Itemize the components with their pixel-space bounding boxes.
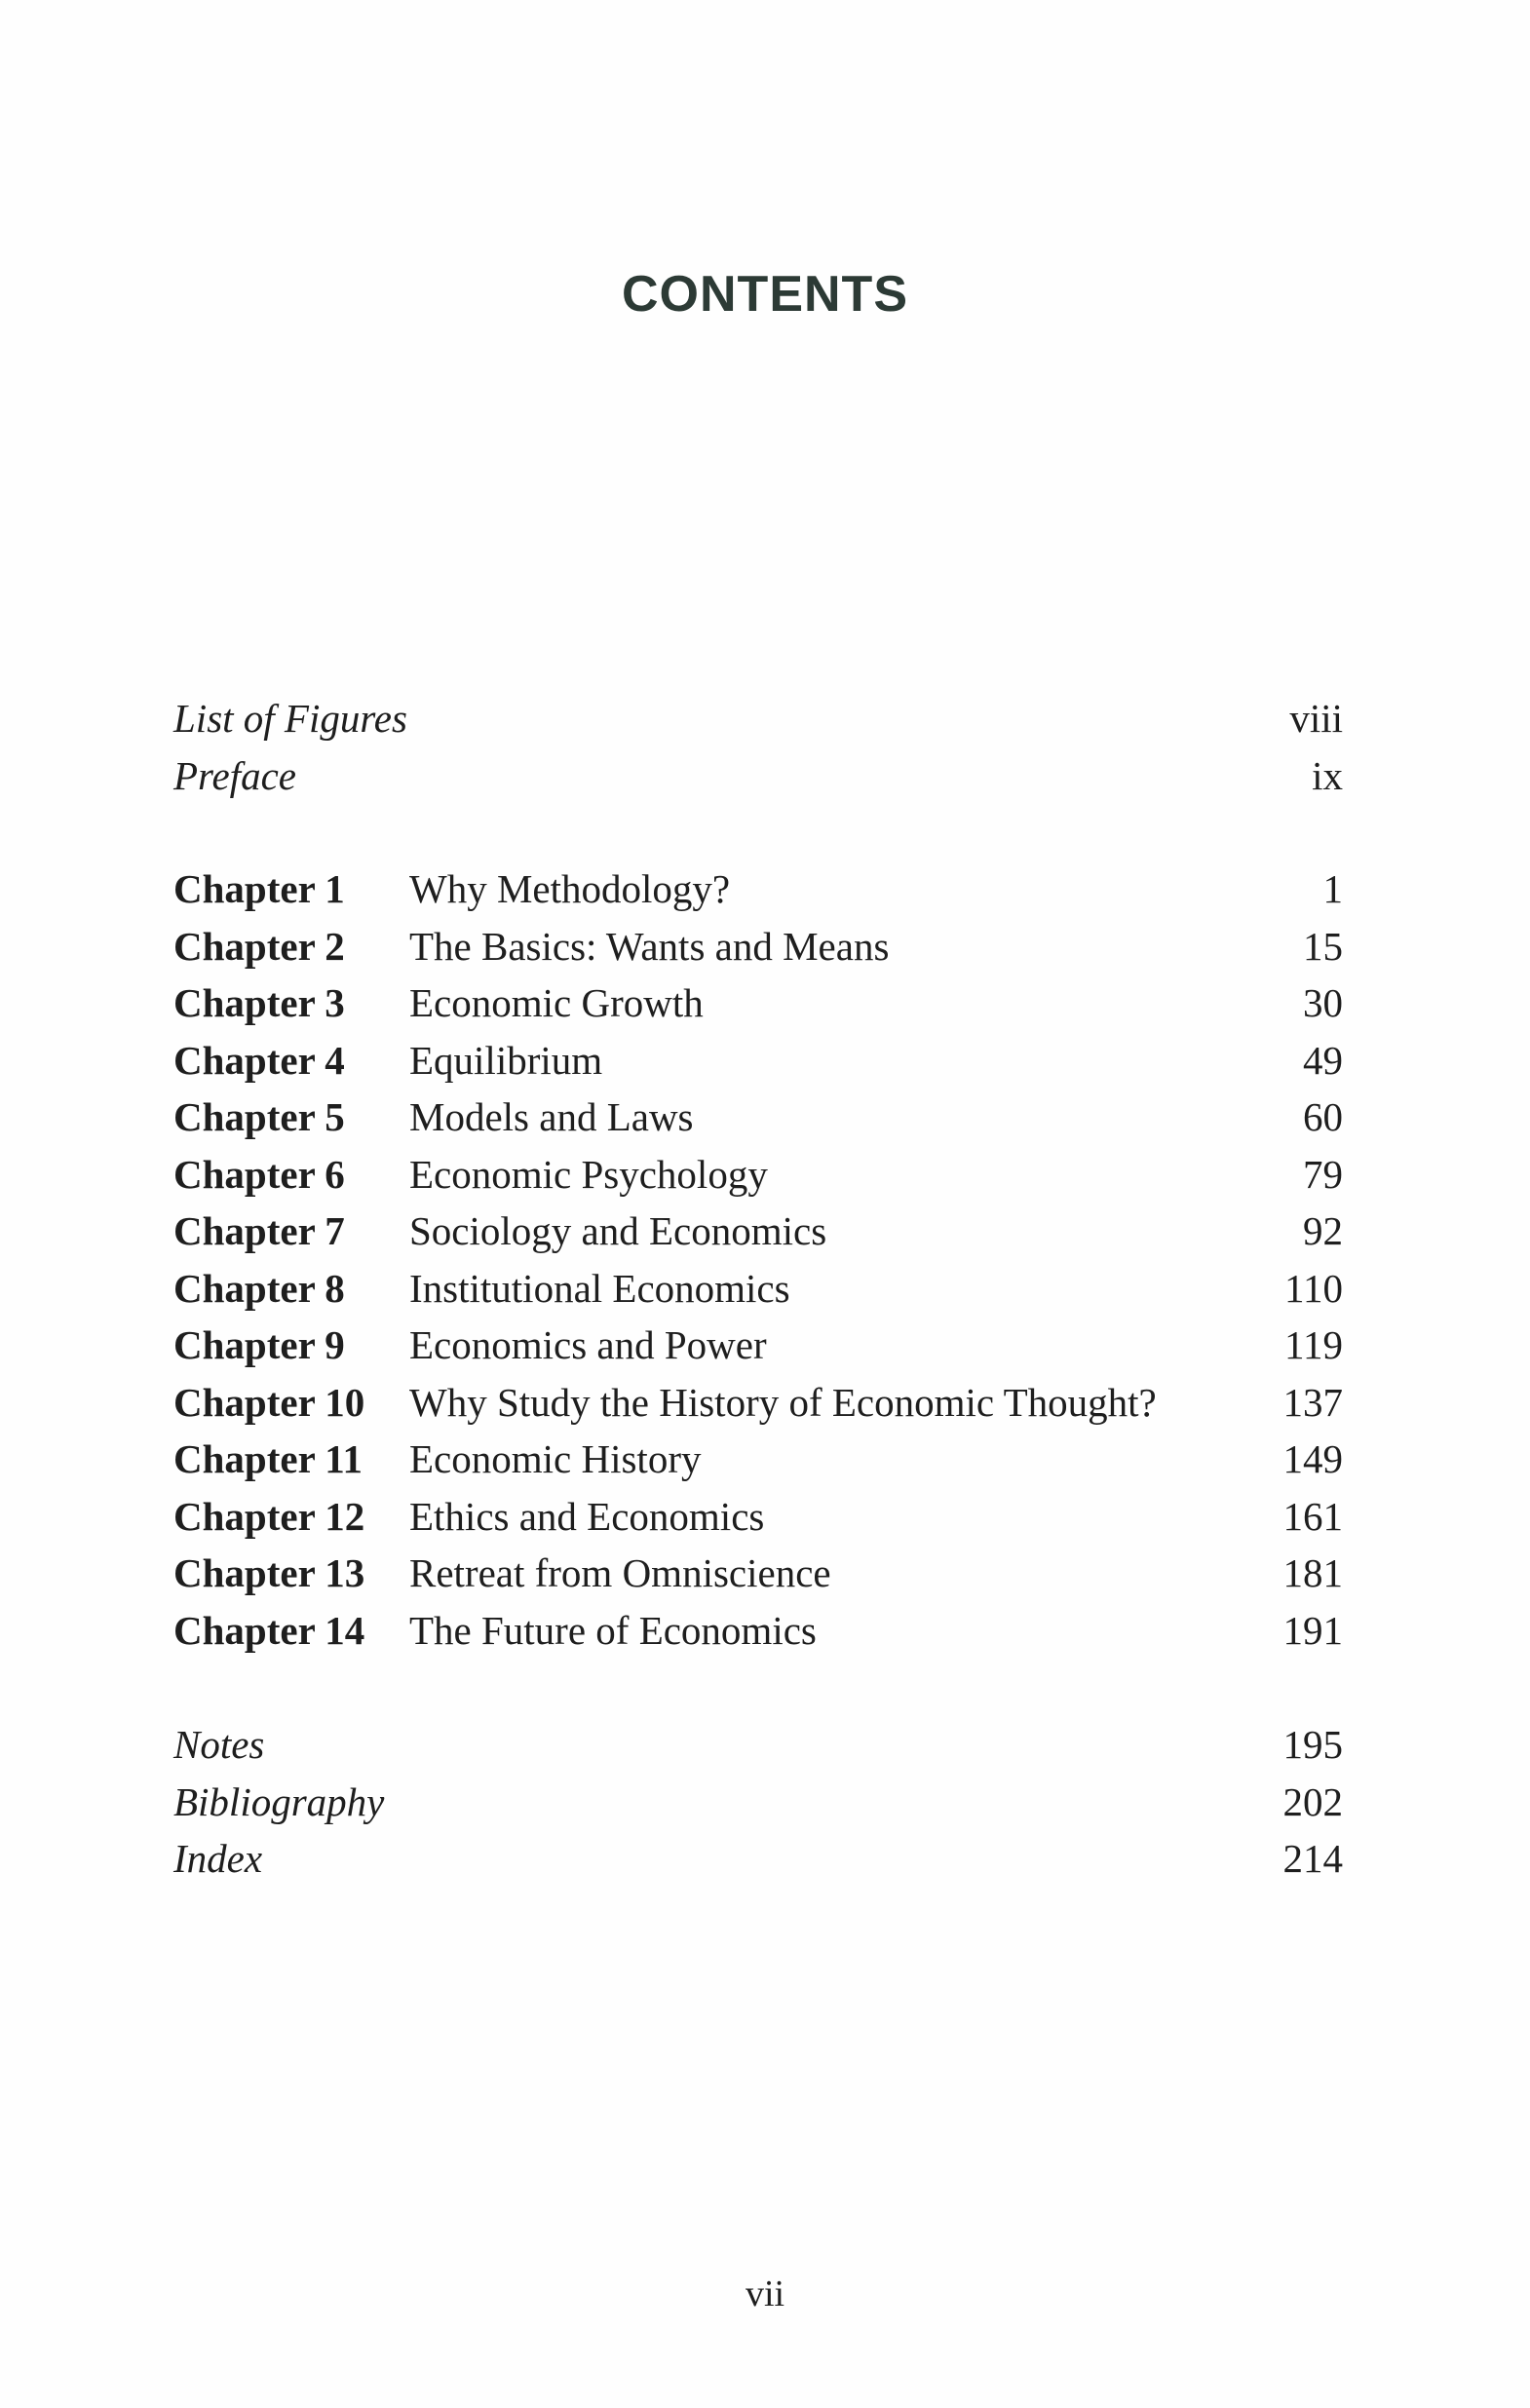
page-number: 60 — [1303, 1094, 1343, 1139]
page-number: 49 — [1303, 1037, 1343, 1083]
chapter-label: Chapter 3 — [173, 980, 345, 1025]
toc-entry — [173, 1774, 1343, 1831]
chapter-entry — [173, 1602, 1343, 1660]
front-matter-list — [173, 690, 1343, 804]
contents-heading: CONTENTS — [622, 266, 908, 323]
chapter-title: Equilibrium — [409, 1037, 603, 1083]
page-number: 195 — [1282, 1722, 1343, 1767]
page-number: 92 — [1303, 1208, 1343, 1253]
toc-entry — [173, 1830, 1343, 1888]
chapter-title: Economic History — [409, 1436, 702, 1481]
chapter-label: Chapter 2 — [173, 923, 345, 969]
page-number: 181 — [1282, 1550, 1343, 1595]
page-number: 202 — [1282, 1778, 1343, 1824]
chapter-entry — [173, 1488, 1343, 1546]
chapter-title: Models and Laws — [409, 1094, 694, 1139]
chapter-label: Chapter 10 — [173, 1379, 365, 1425]
chapter-title: The Basics: Wants and Means — [409, 923, 890, 969]
chapter-label: Chapter 14 — [173, 1607, 365, 1653]
chapter-title: The Future of Economics — [409, 1607, 817, 1653]
chapter-label: Chapter 7 — [173, 1208, 345, 1253]
back-matter-list — [173, 1716, 1343, 1888]
page-number: ix — [1312, 752, 1343, 798]
page-number: viii — [1289, 696, 1343, 741]
page-number: 15 — [1303, 923, 1343, 969]
chapter-entry — [173, 1203, 1343, 1260]
entry-label: Index — [173, 1836, 263, 1881]
chapter-list — [173, 860, 1343, 1659]
chapter-entry — [173, 860, 1343, 918]
chapter-entry — [173, 975, 1343, 1032]
page-folio: vii — [745, 2274, 785, 2314]
chapter-label: Chapter 1 — [173, 866, 345, 911]
chapter-title: Sociology and Economics — [409, 1208, 827, 1253]
chapter-label: Chapter 4 — [173, 1037, 345, 1083]
entry-label: List of Figures — [173, 696, 407, 741]
page-number: 137 — [1282, 1379, 1343, 1425]
page-number: 30 — [1303, 980, 1343, 1025]
chapter-label: Chapter 12 — [173, 1493, 365, 1539]
chapter-title: Institutional Economics — [409, 1265, 790, 1311]
chapter-title: Why Methodology? — [409, 866, 731, 911]
chapter-title: Why Study the History of Economic Thought? — [409, 1379, 1157, 1425]
toc-entry — [173, 690, 1343, 747]
chapter-label: Chapter 5 — [173, 1094, 345, 1139]
chapter-entry — [173, 1317, 1343, 1374]
page-number: 149 — [1282, 1436, 1343, 1481]
chapter-label: Chapter 6 — [173, 1151, 345, 1197]
page-number: 191 — [1282, 1607, 1343, 1653]
page-number: 79 — [1303, 1151, 1343, 1197]
entry-label: Preface — [173, 752, 296, 798]
chapter-title: Ethics and Economics — [409, 1493, 765, 1539]
chapter-entry — [173, 1260, 1343, 1318]
chapter-label: Chapter 8 — [173, 1265, 345, 1311]
entry-label: Notes — [173, 1722, 265, 1767]
chapter-entry — [173, 1032, 1343, 1089]
page-number: 119 — [1284, 1322, 1343, 1367]
page-number: 110 — [1284, 1265, 1343, 1311]
chapter-label: Chapter 13 — [173, 1550, 365, 1595]
page-number: 1 — [1322, 866, 1343, 911]
chapter-title: Economic Psychology — [409, 1151, 768, 1197]
toc-entry — [173, 1716, 1343, 1774]
chapter-entry — [173, 1545, 1343, 1602]
chapter-title: Retreat from Omniscience — [409, 1550, 831, 1595]
chapter-entry — [173, 918, 1343, 975]
chapter-label: Chapter 11 — [173, 1436, 363, 1481]
page-number: 214 — [1282, 1836, 1343, 1881]
chapter-entry — [173, 1089, 1343, 1146]
chapter-label: Chapter 9 — [173, 1322, 345, 1367]
page-number: 161 — [1282, 1493, 1343, 1539]
chapter-title: Economics and Power — [409, 1322, 767, 1367]
toc-entry — [173, 747, 1343, 805]
entry-label: Bibliography — [173, 1778, 385, 1824]
chapter-entry — [173, 1431, 1343, 1488]
chapter-title: Economic Growth — [409, 980, 704, 1025]
chapter-entry — [173, 1146, 1343, 1204]
chapter-entry — [173, 1374, 1343, 1432]
